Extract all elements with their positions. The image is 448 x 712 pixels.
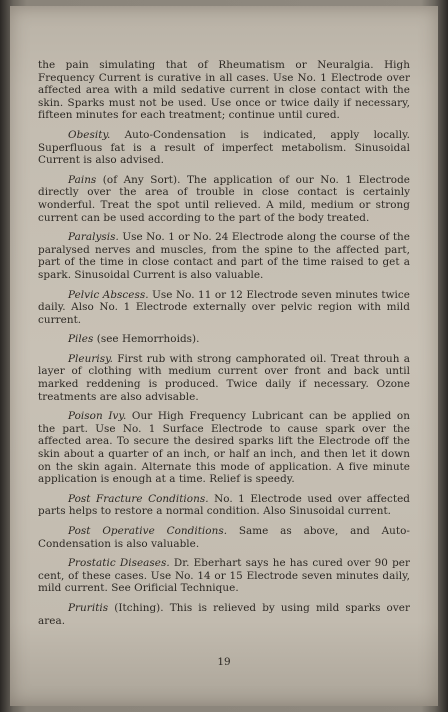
entry-pleurisy [38,353,410,403]
entry-title: Pleurisy. [68,352,114,365]
entry-body: No. 1 Electrode used over affected parts helps to restore a normal condition. Also Sinusoidal current. [38,492,410,518]
entry-pruritis [38,602,410,627]
entry-pains [38,174,410,224]
entry-body: (Itching). This is relieved by using mild sparks over area. [38,601,410,627]
entry-title: Obesity. [68,128,111,141]
entry-title: Pelvic Abscess. [68,288,149,301]
entry-body: Same as above, and Auto-Condensation is also valuable. [38,525,410,550]
entry-post-operative [38,525,410,550]
entry-body: Use No. 11 or 12 Electrode seven minutes twice daily. Also No. 1 Electrode externally over pelvic region with mild current. [38,288,410,326]
paragraph-continuation [38,59,410,122]
entry-title: Pruritis [68,601,109,614]
paragraph-body: the pain simulating that of Rheumatism or Neuralgia. High Frequency Current is curative in all cases. Use No. 1 Electrode over affected area with a mild sedative current in close contact with the skin. Sparks must not be used. Use once or twice daily if necessary, fifteen minutes for each treatment; continue until cured. [38,59,410,122]
entry-poison-ivy [38,410,410,486]
entry-body: (of Any Sort). The application of our No. 1 Electrode directly over the area of trouble in close contact is certainly wonderful. Treat the spot until relieved. A mild, medium or strong current can be used according to the part of the body treated. [38,173,410,224]
entry-title: Post Fracture Conditions. [68,492,209,505]
book-page [10,6,438,706]
entry-body: (see Hemorrhoids). [93,333,200,346]
entry-pelvic-abscess [38,289,410,327]
entry-body: Dr. Eberhart says he has cured over 90 per cent, of these cases. Use No. 14 or 15 Electrode seven minutes daily, mild current. See Orificial Technique. [38,557,411,595]
page-number: 19 [217,656,231,668]
entry-body: Auto-Condensation is indicated, apply locally. Superfluous fat is a result of imperfect metabolism. Sinusoidal Current is also advised. [38,128,410,167]
entry-title: Paralysis. [68,231,119,244]
entry-title: Prostatic Diseases. [68,557,170,570]
entry-body: First rub with strong camphorated oil. Treat throuh a layer of clothing with medium current over front and back until marked reddening is produced. Twice daily if necessary. Ozone treatments are also advisable. [38,352,410,403]
entry-body: Use No. 1 or No. 24 Electrode along the course of the paralysed nerves and muscles, from the spine to the affected part, part of the time in close contact and part of the time raised to get a spark. Sinusoidal Current is also valuable. [38,231,410,281]
entry-title: Poison Ivy. [68,410,127,423]
entry-title: Pains [68,173,97,186]
entry-piles [38,333,410,346]
entry-post-fracture [38,493,410,518]
entry-paralysis [38,231,410,281]
entry-obesity [38,129,410,167]
entry-title: Piles [68,333,94,346]
entry-prostatic [38,557,410,595]
entry-body: Our High Frequency Lubricant can be applied on the part. Use No. 1 Surface Electrode to cause spark over the affected area. To secure the desired sparks lift the Electrode off the skin about a quarter of an inch, or half an inch, and then let it down on the skin again. Alternate this mode of application. A five minute application is enough at a time. Relief is speedy. [38,410,410,486]
entry-title: Post Operative Conditions. [68,525,228,537]
page-body [38,59,410,634]
